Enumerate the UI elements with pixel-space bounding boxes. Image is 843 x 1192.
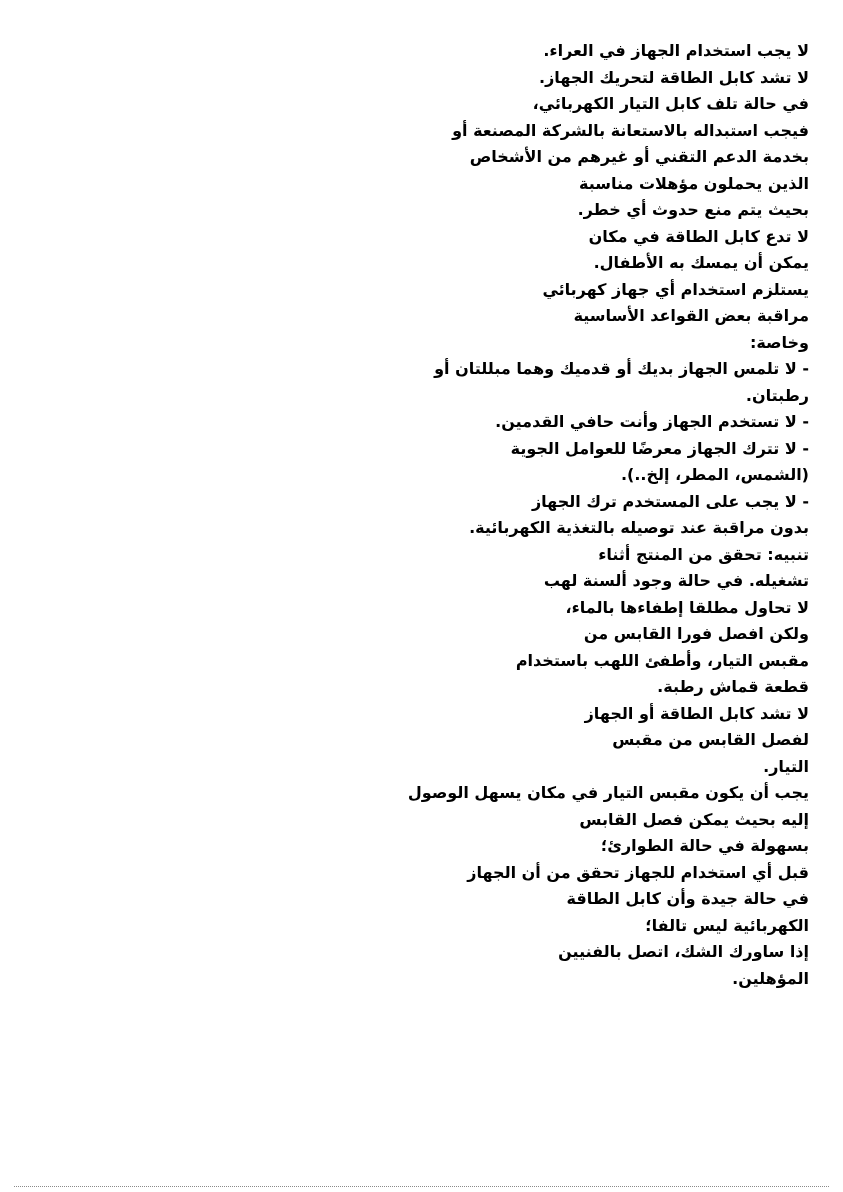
text-line: إليه بحيث يمكن فصل القابس	[579, 809, 809, 829]
text-line: التيار.	[763, 756, 809, 776]
text-line: يجب أن يكون مقبس التيار في مكان يسهل الوصول	[407, 783, 809, 802]
text-line: لا يجب استخدام الجهاز في العراء.	[543, 41, 809, 60]
text-line: مراقبة بعض القواعد الأساسية	[573, 306, 809, 325]
text-line: - لا تترك الجهاز معرضًا للعوامل الجوية	[510, 438, 809, 458]
text-line: يستلزم استخدام أي جهاز كهربائي	[542, 279, 809, 299]
text-line: المؤهلين.	[732, 968, 809, 988]
text-line: بسهولة في حالة الطوارئ؛	[600, 836, 809, 855]
warning-text: تحقق من المنتج أثناء	[598, 544, 768, 564]
text-line: الكهربائية ليس تالفا؛	[645, 915, 809, 935]
text-line: في حالة جيدة وأن كابل الطاقة	[566, 889, 809, 908]
text-line: بحيث يتم منع حدوث أي خطر.	[577, 200, 809, 219]
text-line: لا تشد كابل الطاقة أو الجهاز	[584, 703, 809, 723]
warning-label: تنبيه:	[767, 544, 809, 564]
text-line: في حالة تلف كابل التيار الكهربائي،	[532, 94, 809, 113]
text-line: الذين يحملون مؤهلات مناسبة	[578, 173, 809, 193]
text-line: قبل أي استخدام للجهاز تحقق من أن الجهاز	[467, 862, 809, 882]
safety-instructions-text	[249, 38, 809, 992]
text-line: بدون مراقبة عند توصيله بالتغذية الكهربائية.	[469, 518, 809, 537]
text-line: (الشمس، المطر، إلخ..).	[620, 465, 809, 484]
text-line: مقبس التيار، وأطفئ اللهب باستخدام	[515, 650, 809, 670]
text-line: - لا يجب على المستخدم ترك الجهاز	[531, 491, 809, 511]
text-line: تشغيله. في حالة وجود ألسنة لهب	[543, 571, 809, 590]
text-line: - لا تلمس الجهاز بديك أو قدميك وهما مبللتان أو	[434, 359, 809, 378]
text-line: رطبتان.	[745, 385, 809, 405]
page-bottom-divider	[14, 1186, 829, 1187]
text-line: وخاصة:	[749, 332, 809, 352]
text-line: لا تحاول مطلقا إطفاءها بالماء،	[565, 597, 809, 617]
text-line: بخدمة الدعم التقني أو غيرهم من الأشخاص	[469, 147, 809, 166]
text-line: يمكن أن يمسك به الأطفال.	[593, 253, 809, 272]
warning-line	[249, 542, 809, 569]
text-line: لفصل القابس من مقبس	[612, 730, 809, 749]
text-line: - لا تستخدم الجهاز وأنت حافي القدمين.	[495, 412, 809, 431]
text-line: لا تشد كابل الطاقة لتحريك الجهاز.	[539, 67, 809, 87]
text-line: إذا ساورك الشك، اتصل بالفنيين	[558, 942, 809, 961]
text-line: قطعة قماش رطبة.	[657, 677, 809, 696]
text-line: لا تدع كابل الطاقة في مكان	[588, 226, 809, 246]
text-line: ولكن افصل فورا القابس من	[583, 624, 809, 643]
text-line: فيجب استبداله بالاستعانة بالشركة المصنعة أو	[452, 120, 809, 140]
